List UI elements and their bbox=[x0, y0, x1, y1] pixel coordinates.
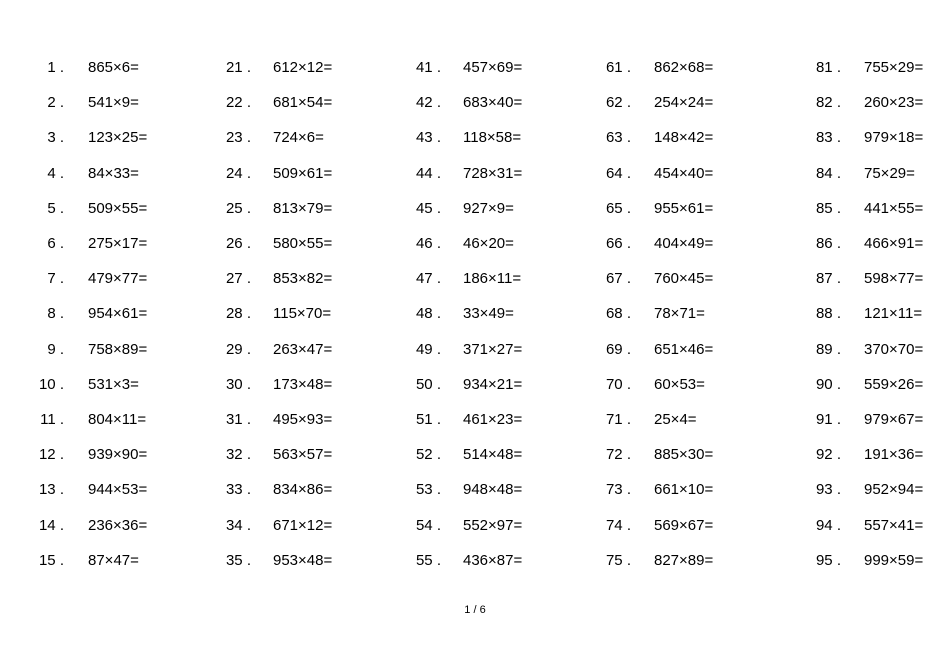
problem-row bbox=[592, 156, 713, 191]
multiplication-expression: 552×97= bbox=[463, 516, 523, 534]
multiplication-expression: 944×53= bbox=[88, 481, 148, 499]
multiplication-expression: 954×61= bbox=[88, 305, 148, 323]
problem-number: 90 . bbox=[815, 375, 841, 393]
problem-number: 5 . bbox=[47, 199, 64, 217]
problem-number: 11 . bbox=[40, 410, 64, 428]
problem-number: 43 . bbox=[415, 129, 441, 147]
problem-row bbox=[592, 226, 713, 261]
multiplication-expression: 75×29= bbox=[864, 164, 915, 182]
problem-number: 7 . bbox=[47, 270, 64, 288]
multiplication-expression: 885×30= bbox=[654, 446, 714, 464]
multiplication-expression: 541×9= bbox=[88, 94, 139, 112]
problem-number: 32 . bbox=[225, 446, 251, 464]
problem-number: 91 . bbox=[815, 410, 841, 428]
problem-row bbox=[30, 226, 147, 261]
multiplication-expression: 148×42= bbox=[654, 129, 714, 147]
problem-row bbox=[592, 50, 713, 85]
problem-number: 15 . bbox=[38, 551, 64, 569]
problem-number: 81 . bbox=[815, 59, 841, 77]
multiplication-expression: 563×57= bbox=[273, 446, 333, 464]
problem-number: 49 . bbox=[415, 340, 441, 358]
multiplication-expression: 531×3= bbox=[88, 375, 139, 393]
multiplication-expression: 123×25= bbox=[88, 129, 148, 147]
problem-number: 95 . bbox=[815, 551, 841, 569]
multiplication-expression: 559×26= bbox=[864, 375, 924, 393]
page-indicator: 1 / 6 bbox=[464, 604, 486, 616]
problem-row bbox=[802, 120, 923, 155]
problem-row bbox=[402, 85, 522, 120]
problem-row bbox=[592, 191, 713, 226]
problem-row bbox=[30, 402, 147, 437]
problem-number: 88 . bbox=[815, 305, 841, 323]
problem-number: 41 . bbox=[415, 59, 441, 77]
problem-number: 48 . bbox=[415, 305, 441, 323]
problem-number: 10 . bbox=[38, 375, 64, 393]
problem-number: 26 . bbox=[225, 235, 251, 253]
problem-row bbox=[802, 261, 923, 296]
problem-row bbox=[212, 85, 332, 120]
multiplication-expression: 758×89= bbox=[88, 340, 148, 358]
multiplication-expression: 495×93= bbox=[273, 410, 333, 428]
problem-column bbox=[402, 50, 522, 578]
multiplication-expression: 78×71= bbox=[654, 305, 705, 323]
problem-number: 12 . bbox=[38, 446, 64, 464]
problem-number: 87 . bbox=[815, 270, 841, 288]
problem-row bbox=[402, 191, 522, 226]
multiplication-expression: 121×11= bbox=[864, 305, 923, 323]
multiplication-expression: 466×91= bbox=[864, 235, 924, 253]
problem-number: 86 . bbox=[815, 235, 841, 253]
problem-row bbox=[802, 156, 923, 191]
problem-row bbox=[30, 120, 147, 155]
multiplication-expression: 87×47= bbox=[88, 551, 139, 569]
problem-row bbox=[802, 85, 923, 120]
multiplication-expression: 370×70= bbox=[864, 340, 924, 358]
problem-column bbox=[212, 50, 332, 578]
problem-row bbox=[802, 191, 923, 226]
problem-row bbox=[212, 437, 332, 472]
multiplication-expression: 514×48= bbox=[463, 446, 523, 464]
problem-number: 52 . bbox=[415, 446, 441, 464]
problem-row bbox=[802, 507, 923, 542]
multiplication-expression: 999×59= bbox=[864, 551, 924, 569]
problem-row bbox=[212, 191, 332, 226]
multiplication-expression: 236×36= bbox=[88, 516, 148, 534]
problem-row bbox=[30, 191, 147, 226]
problem-number: 64 . bbox=[605, 164, 631, 182]
problem-number: 24 . bbox=[225, 164, 251, 182]
problem-row bbox=[30, 261, 147, 296]
problem-row bbox=[402, 507, 522, 542]
multiplication-expression: 598×77= bbox=[864, 270, 924, 288]
multiplication-expression: 60×53= bbox=[654, 375, 705, 393]
problem-row bbox=[592, 85, 713, 120]
multiplication-expression: 509×55= bbox=[88, 199, 148, 217]
problem-row bbox=[592, 402, 713, 437]
multiplication-expression: 580×55= bbox=[273, 235, 333, 253]
problem-number: 33 . bbox=[225, 481, 251, 499]
multiplication-expression: 728×31= bbox=[463, 164, 523, 182]
problem-number: 6 . bbox=[47, 235, 64, 253]
problem-row bbox=[212, 296, 332, 331]
problem-number: 72 . bbox=[605, 446, 631, 464]
multiplication-expression: 955×61= bbox=[654, 199, 714, 217]
problem-number: 93 . bbox=[815, 481, 841, 499]
problem-row bbox=[402, 402, 522, 437]
problem-number: 51 . bbox=[415, 410, 441, 428]
multiplication-expression: 118×58= bbox=[463, 129, 522, 147]
problem-row bbox=[402, 296, 522, 331]
problem-number: 85 . bbox=[815, 199, 841, 217]
problem-row bbox=[402, 367, 522, 402]
problem-row bbox=[592, 367, 713, 402]
problem-row bbox=[212, 50, 332, 85]
problem-row bbox=[802, 402, 923, 437]
problem-row bbox=[30, 85, 147, 120]
multiplication-expression: 948×48= bbox=[463, 481, 523, 499]
multiplication-expression: 651×46= bbox=[654, 340, 714, 358]
problem-number: 27 . bbox=[225, 270, 251, 288]
problem-number: 3 . bbox=[47, 129, 64, 147]
problem-number: 22 . bbox=[225, 94, 251, 112]
problem-row bbox=[30, 332, 147, 367]
problem-row bbox=[212, 261, 332, 296]
multiplication-expression: 661×10= bbox=[654, 481, 714, 499]
problem-row bbox=[402, 261, 522, 296]
problem-row bbox=[592, 296, 713, 331]
multiplication-expression: 724×6= bbox=[273, 129, 324, 147]
problem-row bbox=[592, 543, 713, 578]
problem-row bbox=[592, 120, 713, 155]
multiplication-expression: 612×12= bbox=[273, 59, 333, 77]
multiplication-expression: 979×18= bbox=[864, 129, 924, 147]
problem-row bbox=[30, 50, 147, 85]
problem-number: 55 . bbox=[415, 551, 441, 569]
problem-number: 66 . bbox=[605, 235, 631, 253]
problem-number: 67 . bbox=[605, 270, 631, 288]
problem-number: 35 . bbox=[225, 551, 251, 569]
multiplication-expression: 191×36= bbox=[864, 446, 924, 464]
problem-number: 34 . bbox=[225, 516, 251, 534]
problem-row bbox=[802, 437, 923, 472]
multiplication-expression: 862×68= bbox=[654, 59, 714, 77]
problem-row bbox=[212, 226, 332, 261]
problem-number: 89 . bbox=[815, 340, 841, 358]
problem-number: 75 . bbox=[605, 551, 631, 569]
problem-number: 47 . bbox=[415, 270, 441, 288]
multiplication-expression: 260×23= bbox=[864, 94, 924, 112]
problem-number: 94 . bbox=[815, 516, 841, 534]
problem-number: 61 . bbox=[605, 59, 631, 77]
multiplication-expression: 827×89= bbox=[654, 551, 714, 569]
multiplication-expression: 509×61= bbox=[273, 164, 333, 182]
multiplication-expression: 683×40= bbox=[463, 94, 523, 112]
problem-number: 82 . bbox=[815, 94, 841, 112]
multiplication-expression: 979×67= bbox=[864, 410, 924, 428]
problem-row bbox=[802, 332, 923, 367]
problem-number: 71 . bbox=[605, 410, 631, 428]
problem-number: 45 . bbox=[415, 199, 441, 217]
problem-row bbox=[802, 296, 923, 331]
problem-row bbox=[30, 507, 147, 542]
problem-row bbox=[802, 472, 923, 507]
multiplication-expression: 681×54= bbox=[273, 94, 333, 112]
multiplication-expression: 804×11= bbox=[88, 410, 147, 428]
problem-row bbox=[402, 472, 522, 507]
problem-column bbox=[30, 50, 147, 578]
multiplication-expression: 813×79= bbox=[273, 199, 333, 217]
problem-number: 8 . bbox=[47, 305, 64, 323]
problem-number: 4 . bbox=[47, 164, 64, 182]
multiplication-expression: 952×94= bbox=[864, 481, 924, 499]
problem-row bbox=[402, 437, 522, 472]
problem-row bbox=[212, 402, 332, 437]
problem-row bbox=[592, 472, 713, 507]
problem-number: 28 . bbox=[225, 305, 251, 323]
multiplication-expression: 461×23= bbox=[463, 410, 523, 428]
problem-number: 53 . bbox=[415, 481, 441, 499]
problem-row bbox=[592, 261, 713, 296]
multiplication-expression: 454×40= bbox=[654, 164, 714, 182]
multiplication-expression: 760×45= bbox=[654, 270, 714, 288]
problem-row bbox=[592, 332, 713, 367]
problem-row bbox=[212, 156, 332, 191]
problem-row bbox=[30, 367, 147, 402]
multiplication-expression: 25×4= bbox=[654, 410, 697, 428]
problem-row bbox=[402, 120, 522, 155]
problem-row bbox=[802, 367, 923, 402]
problem-number: 29 . bbox=[225, 340, 251, 358]
problem-number: 44 . bbox=[415, 164, 441, 182]
problem-row bbox=[592, 437, 713, 472]
multiplication-expression: 557×41= bbox=[864, 516, 924, 534]
multiplication-expression: 953×48= bbox=[273, 551, 333, 569]
multiplication-expression: 436×87= bbox=[463, 551, 523, 569]
problem-row bbox=[212, 472, 332, 507]
problem-number: 74 . bbox=[605, 516, 631, 534]
multiplication-expression: 939×90= bbox=[88, 446, 148, 464]
problem-row bbox=[212, 507, 332, 542]
multiplication-expression: 457×69= bbox=[463, 59, 523, 77]
multiplication-expression: 371×27= bbox=[463, 340, 523, 358]
problem-number: 42 . bbox=[415, 94, 441, 112]
multiplication-expression: 173×48= bbox=[273, 375, 333, 393]
problem-number: 84 . bbox=[815, 164, 841, 182]
problem-row bbox=[402, 156, 522, 191]
problem-number: 30 . bbox=[225, 375, 251, 393]
problem-number: 13 . bbox=[38, 481, 64, 499]
problem-row bbox=[212, 332, 332, 367]
problem-column bbox=[802, 50, 923, 578]
problem-number: 23 . bbox=[225, 129, 251, 147]
problem-row bbox=[802, 226, 923, 261]
multiplication-expression: 569×67= bbox=[654, 516, 714, 534]
problem-row bbox=[30, 437, 147, 472]
problem-number: 2 . bbox=[47, 94, 64, 112]
multiplication-expression: 33×49= bbox=[463, 305, 514, 323]
multiplication-expression: 934×21= bbox=[463, 375, 523, 393]
problem-number: 1 . bbox=[47, 59, 64, 77]
problem-row bbox=[212, 367, 332, 402]
problem-number: 54 . bbox=[415, 516, 441, 534]
problem-row bbox=[30, 543, 147, 578]
multiplication-expression: 441×55= bbox=[864, 199, 924, 217]
problem-row bbox=[402, 50, 522, 85]
multiplication-expression: 263×47= bbox=[273, 340, 333, 358]
problem-number: 69 . bbox=[605, 340, 631, 358]
problem-number: 9 . bbox=[47, 340, 64, 358]
problem-number: 68 . bbox=[605, 305, 631, 323]
problem-number: 46 . bbox=[415, 235, 441, 253]
problem-number: 83 . bbox=[815, 129, 841, 147]
multiplication-expression: 275×17= bbox=[88, 235, 148, 253]
multiplication-expression: 479×77= bbox=[88, 270, 148, 288]
problem-row bbox=[212, 120, 332, 155]
multiplication-expression: 186×11= bbox=[463, 270, 522, 288]
problem-number: 63 . bbox=[605, 129, 631, 147]
problem-number: 31 . bbox=[225, 410, 251, 428]
problem-row bbox=[402, 226, 522, 261]
problem-column bbox=[592, 50, 713, 578]
multiplication-expression: 853×82= bbox=[273, 270, 333, 288]
problem-number: 50 . bbox=[415, 375, 441, 393]
multiplication-expression: 115×70= bbox=[273, 305, 332, 323]
problem-row bbox=[30, 472, 147, 507]
multiplication-expression: 84×33= bbox=[88, 164, 139, 182]
problem-number: 62 . bbox=[605, 94, 631, 112]
multiplication-expression: 46×20= bbox=[463, 235, 514, 253]
problem-row bbox=[802, 50, 923, 85]
problem-row bbox=[30, 296, 147, 331]
problem-number: 73 . bbox=[605, 481, 631, 499]
problem-row bbox=[802, 543, 923, 578]
problem-row bbox=[212, 543, 332, 578]
problem-row bbox=[30, 156, 147, 191]
problem-row bbox=[402, 543, 522, 578]
multiplication-expression: 254×24= bbox=[654, 94, 714, 112]
problem-number: 70 . bbox=[605, 375, 631, 393]
multiplication-expression: 865×6= bbox=[88, 59, 139, 77]
multiplication-expression: 927×9= bbox=[463, 199, 514, 217]
multiplication-expression: 671×12= bbox=[273, 516, 333, 534]
problem-row bbox=[592, 507, 713, 542]
problem-number: 92 . bbox=[815, 446, 841, 464]
problem-row bbox=[402, 332, 522, 367]
multiplication-expression: 755×29= bbox=[864, 59, 924, 77]
multiplication-expression: 404×49= bbox=[654, 235, 714, 253]
problem-number: 25 . bbox=[225, 199, 251, 217]
problem-number: 65 . bbox=[605, 199, 631, 217]
multiplication-expression: 834×86= bbox=[273, 481, 333, 499]
problem-number: 14 . bbox=[38, 516, 64, 534]
problem-number: 21 . bbox=[225, 59, 251, 77]
